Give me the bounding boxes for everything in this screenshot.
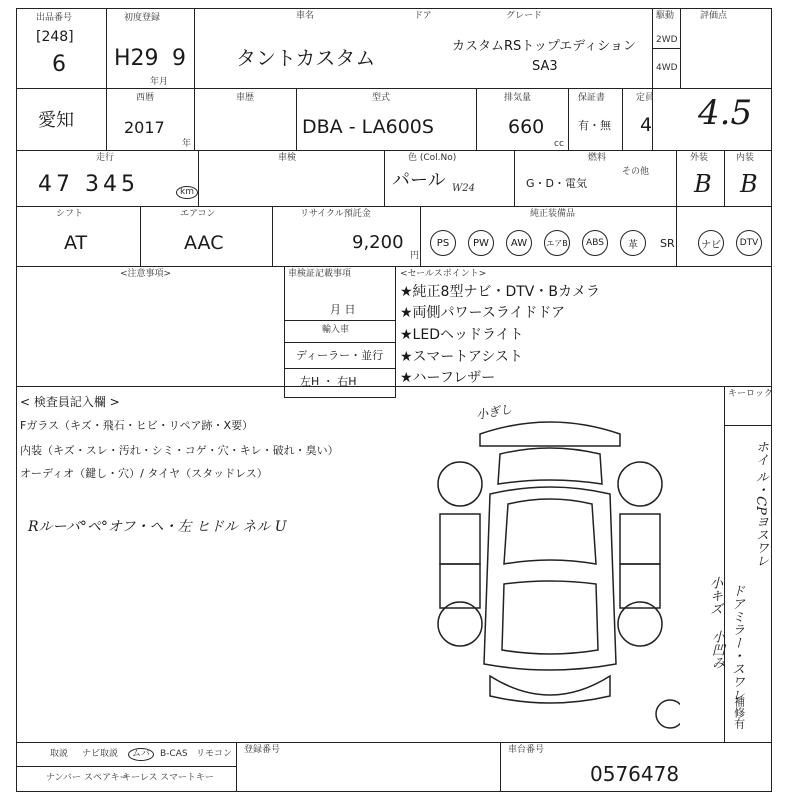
mileage-unit: km [176,186,198,199]
warranty-label: 保証書 [578,93,606,103]
sales-label: <セールスポイント> [400,269,487,279]
drive-4wd: 4WD [656,63,678,73]
equipment-label: 純正装備品 [530,209,576,219]
footer-equip: ナビ取説 [82,749,119,759]
sales-point: ★ハーフレザー [400,370,496,386]
lane-number: [248] [36,29,74,45]
equip-dtv: DTV [736,230,762,256]
shaken-label: 車検 [278,153,297,163]
capacity: 4 [640,114,653,136]
fuel-label: 燃料 [588,153,607,163]
ac-label: エアコン [180,209,216,219]
interior-label: 内装 [736,153,755,163]
rule [106,8,107,150]
side-note: 小凹み [708,630,724,669]
rule [680,8,681,88]
warranty: 有・無 [578,119,611,132]
chassis-number: 0576478 [590,762,680,786]
footer-equip: ムバ [128,748,154,761]
car-name-label: 車名 [296,11,315,21]
rule [16,206,772,207]
grade-label: グレード [506,11,543,21]
rule [16,150,772,151]
rule [16,88,772,89]
color: パール [392,170,446,191]
footer-equip2: スマートキー [160,773,214,783]
import-label: 輸入車 [322,325,350,335]
interior-note: 内装（キズ・スレ・汚れ・シミ・コゲ・穴・キレ・破れ・臭い） [20,444,339,457]
year-unit: 年 [182,139,192,149]
equip-ps: PS [430,230,456,256]
equip-aw: AW [506,230,532,256]
inspection-label: 車検証記載事項 [288,269,352,279]
rule [514,150,515,206]
rule [194,8,195,150]
rule [284,320,396,321]
displacement-unit: cc [554,139,564,149]
history-label: 車歴 [236,93,255,103]
lot-number: 6 [52,52,66,77]
footer-equip: リモコン [196,749,233,759]
rule [724,426,725,742]
model-label: 型式 [372,93,391,103]
reg-year-label: 初度登録 [124,13,161,23]
footer-equip2: ナンバー [46,773,81,783]
reg-month: 9 [172,46,186,71]
rule [284,342,396,343]
year: 2017 [124,118,165,137]
inspector-label: < 検査員記入欄 > [20,395,120,409]
displacement-label: 排気量 [504,93,532,103]
rule [476,88,477,150]
equip-airbag: エアB [544,230,570,256]
recycle: 9,200 [352,232,404,253]
drive-2wd: 2WD [656,35,678,45]
sales-point: ★両側パワースライドドア [400,305,566,321]
mileage-label: 走行 [96,153,115,163]
car-diagram [420,414,680,734]
equip-pw: PW [468,230,494,256]
audio-note: オーディオ（鍵し・穴）/ タイヤ（スタッドレス） [20,467,268,480]
lane-label: 出品番号 [36,13,73,23]
sales-point: ★LEDヘッドライト [400,327,524,343]
rule [622,88,623,150]
owner-label: 登録番号 [244,745,281,755]
rule [198,150,199,206]
rule [568,88,569,150]
side-note: ホイ ル・CPヨスワレ [752,440,768,567]
rule [16,766,236,767]
fuel-other: その他 [622,167,650,177]
remarks-label: <注意事項> [120,269,172,279]
rule [140,206,141,266]
inspector-handwritten-note: Rルーバ°ペ°オフ・ヘ・左 ヒドル ネル U [28,519,287,535]
side-note: 小キズ [706,576,722,615]
ac: AAC [184,232,224,254]
diagram-note: 小ぎし [475,401,513,423]
recycle-label: リサイクル預託金 [300,209,371,219]
region: 愛知 [38,110,74,131]
footer-equip2: スペアキー [84,773,129,783]
reg-suffix: 年月 [150,77,169,87]
rule [676,150,677,266]
keylock-label: キーロック [728,389,773,399]
side-note: ドアミラー・スワレ [728,584,744,701]
chassis-label: 車台番号 [508,745,545,755]
side-note: 補修有 [732,696,746,729]
rule [16,742,772,743]
equip-leather: 革 [620,230,646,256]
sales-point: ★スマートアシスト [400,349,523,365]
rule [724,150,725,206]
exterior-score: B [694,170,712,198]
mileage: 47 345 [38,172,139,197]
color-code: W24 [452,183,476,194]
rule [272,206,273,266]
rule [420,206,421,266]
score-label: 評価点 [700,11,728,21]
equip-abs: ABS [582,230,608,256]
dealer: ディーラー・並行 [296,349,384,362]
rule [284,368,396,369]
year-label: 西暦 [136,93,155,103]
drive-label: 駆動 [656,11,675,21]
rule [652,8,653,150]
door-label: ドア [414,11,432,21]
steering: 左H ・ 右H [300,375,357,388]
fuel-options: G・D・電気 [526,177,587,190]
interior-score: B [740,170,758,198]
equip-navi: ナビ [698,230,724,256]
rule [296,88,297,150]
reg-year: H29 [114,46,159,71]
footer-equip2: キーレス [122,773,158,783]
equip-sr: SR [660,237,675,250]
car-name: タントカスタム [236,46,376,70]
displacement: 660 [508,116,545,138]
rule [500,742,501,792]
color-label: 色 (Col.No) [408,153,457,163]
exterior-label: 外装 [690,153,709,163]
rule [652,48,680,49]
sales-point: ★純正8型ナビ・DTV・Bカメラ [400,284,600,300]
glass-note: Fガラス（キズ・飛石・ヒビ・リペア跡・X要） [20,419,254,432]
shift-label: シフト [56,209,84,219]
footer-equip: B-CAS [160,749,188,759]
grade: カスタムRSトップエディション [452,39,636,54]
grade-code: SA3 [532,59,558,74]
shift: AT [64,232,88,254]
score: 4.5 [698,93,753,133]
capacity-label: 定員 [636,93,655,103]
model: DBA - LA600S [302,116,434,138]
rule [236,742,237,792]
footer-equip: 取説 [50,749,69,759]
recycle-unit: 円 [410,251,420,261]
rule [384,150,385,206]
date-label: 月 日 [330,303,356,316]
